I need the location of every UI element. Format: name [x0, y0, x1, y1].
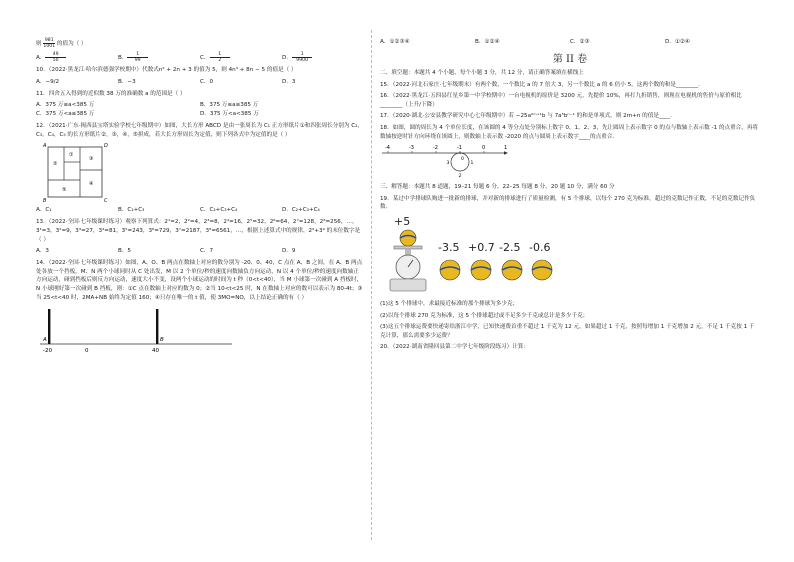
- volleyball-icon: [471, 260, 491, 280]
- q9-option-d-num: 1: [292, 52, 313, 58]
- q12-rectangle-figure: [40, 142, 140, 204]
- scale-pan-icon: [394, 246, 422, 249]
- q19-values-row: [438, 241, 559, 254]
- q18-tick-label-0: 0: [482, 145, 486, 152]
- q14-option-a[interactable]: A．①②③④: [380, 39, 410, 45]
- q18-circle-point-0: [459, 152, 461, 154]
- q9-option-a-prefix: A．: [36, 55, 46, 61]
- q14-stem: 14．（2022·全国·七年级课时练习）如图，A、O、B 两点在数轴上对应的数分别为 -20、0、40，C 点在 A、B 之间，在 A、B 两点处各放一个挡板，M、N 两个小球同时从 C 处出发，M 以 2 个单位/秒的速度向数轴负方向运动，N 以 4 个单位/秒的速度向数轴正方向运动，碰到挡板后则反方向运动，速度大小不变，设两个小球运动的时间为 t 秒（0<t<40），当 M 小球第一次碰到 A 挡板时，N 小球刚好第一次碰到 B 挡板，则：①C 点在数轴上对应的数为 0；②当 10<t<25 时，N 在数轴上对应的数可以表示为 80-4t；③当 25<t<40 时，2MA+NB 始终为定值 160；④只存在唯一的 t 值，使 3MO=NO，以上结论正确的有（ ）: [36, 260, 363, 301]
- q19-figure: [380, 215, 760, 297]
- q18-tick-label-m1: -1: [457, 145, 462, 152]
- q9-option-c-num: 1: [210, 52, 231, 58]
- q18-tick-label-m3: -3: [409, 145, 414, 152]
- q11-option-a[interactable]: A．375 万≤a<385 万: [36, 102, 95, 109]
- q19-top-value: +5: [394, 214, 411, 228]
- volleyball-icon: [502, 260, 522, 280]
- q9-option-b-prefix: B．: [118, 55, 128, 61]
- solve-heading: 三、解答题：本题共 8 道题，19–21 每题 6 分，22–25 每题 8 分，20 题 10 分，满分 60 分: [380, 184, 615, 191]
- q12-option-b[interactable]: B．C₂+C₃: [118, 207, 145, 214]
- column-divider: [371, 30, 372, 540]
- q14-option-b[interactable]: B．①②④: [475, 39, 500, 45]
- q19-value-3: -2.5: [499, 240, 521, 254]
- q9-option-c[interactable]: [200, 52, 282, 63]
- q12-option-d[interactable]: D．C₂+C₃+C₄: [282, 207, 320, 214]
- q9-option-d[interactable]: [282, 52, 364, 63]
- right-column: [380, 38, 760, 355]
- q18-circle-num-3: 3: [446, 161, 450, 167]
- q12-outer-rect: [48, 147, 102, 197]
- q18-stem: 18．如图，圆的周长为 4 个单位长度，在该圆的 4 等分点处分别标上数字 0、1、2、3，先让圆周上表示数字 0 的点与数轴上表示数 -1 的点重合，再将数轴按逆时针方向环绕在该圆上，则数轴上表示数 -2020 的点与圆周上表示数字____的点重合．: [380, 124, 759, 140]
- q11-option-d[interactable]: D．375 万<a<385 万: [200, 111, 259, 118]
- q19-part-1: (1)这 5 个排球中，求最接近标准的那个排球为多少克；: [380, 300, 519, 307]
- q14-options: [380, 38, 760, 47]
- q13-stem: 13．（2022·全国·七年级课时练习）观察下列算式：2¹=2，2²=4，2³=8，2⁴=16，2⁵=32，2⁶=64，2⁷=128，2⁸=256，…，3¹=3，3²=9，3³=27，3⁴=81，3⁵=243，3⁶=729，3⁷=2187，3⁸=6561，…，根据上述算式中的规律，2⁹+3⁹ 的末位数字是（ ）: [36, 219, 361, 243]
- q9-option-c-frac: [210, 52, 231, 63]
- q9-frac-num: 981: [44, 38, 54, 43]
- q11-option-b[interactable]: B．375 万≤a≤385 万: [200, 102, 259, 109]
- q10-option-d[interactable]: D．3: [282, 78, 296, 85]
- q16-stem: 16．（2022·黑龙江·五四县红星乡第一中学校期中）一台电视机的原价是 3200 元，先提价 10%，再打九折销售，则现在电视机的售价与原价相比________（上升/下降）: [380, 93, 742, 108]
- q14-value-b: 40: [152, 348, 159, 355]
- q19-stem: 19．某过中学排球队购进一批新的排球，并对新的排球进行了质量检测，有 5 个排球，以每个 270 克为标准，超过的克数记作正数，不足的克数记作负数．: [380, 195, 756, 211]
- q9-lead: 则: [36, 41, 42, 47]
- q18-axis-arrow: [504, 151, 508, 155]
- q14-barrier-a: [48, 309, 50, 344]
- q9-option-a-num: 49: [45, 52, 66, 58]
- q13-option-a[interactable]: A．3: [36, 248, 49, 255]
- q12-piece-4: ④: [89, 181, 94, 188]
- q12-options: [36, 206, 364, 215]
- q19-value-2: +0.7: [468, 240, 495, 254]
- q19-part-2: (2)以每个排球 270 克为标准，这 5 个排球超过或不足多少千克或总计是多少千克；: [380, 312, 589, 319]
- q14-value-o: 0: [85, 348, 89, 355]
- q12-piece-1: ①: [69, 152, 74, 159]
- fill-in-heading: 二、填空题：本题共 4 个小题，每个小题 3 分，共 12 分，请正确答案填在横线上: [380, 70, 584, 76]
- q13-option-d[interactable]: D．9: [282, 248, 296, 255]
- q17-stem: 17．（2020·湖北·公安县教学研究中心七年级期中）若 −25a²ᵐ⁺¹b 与 7a⁵bⁿ⁻¹ 的和是单项式，则 2m+n 的值是____．: [380, 113, 676, 120]
- scale-base-icon: [390, 279, 426, 291]
- q9-tail: 的值为（ ）: [56, 41, 87, 47]
- q19-value-4: -0.6: [529, 240, 551, 254]
- q12-corner-a: A: [43, 143, 47, 150]
- q18-tick-label-1: 1: [504, 145, 508, 152]
- q12-piece-5: ⑤: [62, 187, 67, 194]
- q14-number-line: [36, 305, 236, 355]
- q19-value-1: -3.5: [438, 240, 460, 254]
- q13-options: [36, 247, 364, 256]
- q18-number-line-figure: [380, 144, 510, 180]
- scale-neck-icon: [405, 249, 411, 255]
- left-column: [36, 38, 364, 355]
- q12-option-a[interactable]: A．C₁: [36, 207, 52, 214]
- q14-option-d[interactable]: D．①②④: [665, 39, 690, 45]
- q14-barrier-b: [156, 309, 158, 344]
- q20-stem: 20．（2022·湖南省隆回县第二中学七年级阶段练习）计算：: [380, 344, 529, 351]
- q9-stem: [36, 38, 364, 49]
- q9-frac-den: 1001: [43, 44, 56, 49]
- q18-circle-num-2: 2: [458, 174, 462, 180]
- q14-option-c[interactable]: C．②③: [570, 39, 590, 45]
- q14-value-a: -20: [43, 348, 52, 355]
- volleyball-icon: [532, 260, 552, 280]
- q14-label-a: A: [43, 337, 47, 344]
- q10-stem: 10．（2022·黑龙江·哈尔滨德强学校期中）代数式n² + 2n + 3 的值为 5，则 4n³ + 8n − 5 的值是（ ）: [36, 67, 297, 73]
- q12-option-c[interactable]: C．C₂+C₃+C₄: [200, 207, 238, 214]
- q9-option-c-den: 2: [218, 58, 222, 63]
- q9-option-d-prefix: D．: [282, 55, 292, 61]
- q9-options: [36, 52, 364, 63]
- q9-option-b-den: 99: [134, 58, 141, 63]
- q19-ball-row: [436, 257, 566, 283]
- q19-part-3: (3)这五个排球运费要快递寄给浙江中学，已知快递费首重不超过 1 千克为 12 元，如果超过 1 千克，按照每增加 1 千克增加 2 元，不足 1 千克按 1 千克计算，那么需要多少运费？: [380, 324, 755, 339]
- q18-circle-num-1: 1: [470, 161, 474, 167]
- q18-circle: [451, 153, 469, 171]
- q9-fraction: [43, 38, 55, 49]
- q18-tick-label-m4: -4: [385, 145, 390, 152]
- q9-option-d-den: 9900: [296, 58, 308, 63]
- q9-option-d-frac: [292, 52, 313, 63]
- q9-option-c-prefix: C．: [200, 55, 210, 61]
- q18-circle-num-0: 0: [461, 157, 464, 163]
- section-title: 第 II 卷: [552, 54, 588, 65]
- q10-options: [36, 78, 364, 87]
- q13-option-c[interactable]: C．7: [200, 248, 214, 255]
- q18-tick-label-m2: -2: [433, 145, 438, 152]
- volleyball-icon: [440, 260, 460, 280]
- q9-option-b[interactable]: [118, 52, 200, 63]
- q12-corner-d: D: [104, 143, 108, 150]
- volleyball-icon: [400, 230, 416, 246]
- q10-option-b[interactable]: B．−3: [118, 78, 136, 85]
- q12-corner-b: B: [43, 198, 47, 205]
- q9-option-a[interactable]: [36, 52, 118, 63]
- q12-corner-c: C: [104, 198, 108, 205]
- q12-piece-2: ②: [53, 161, 58, 168]
- q10-option-c[interactable]: C．0: [200, 78, 214, 85]
- q9-option-a-frac: [45, 52, 66, 63]
- q10-option-a[interactable]: A．−9/2: [36, 78, 60, 85]
- q12-stem: 12．（2021·广东·揭西县宝塔实验学校七年级期中）如图，大长方形 ABCD 是由一张周长为 C₁ 正方形纸片①和四张周长分别为 C₂，C₃，C₄，C₅ 的长方形纸片②，③，④，⑤拼成，若大长方形周长为定值，则下列各式中为定值的是（ ）: [36, 123, 363, 138]
- q11-stem: 11．四舍五入得到的近似数 38 万的准确数 a 的范围是（ ）: [36, 90, 186, 97]
- q14-label-b: B: [160, 337, 164, 344]
- q13-option-b[interactable]: B．5: [118, 248, 131, 255]
- q15-stem: 15．（2022·河北石家庄·七年级期末）有两个数，一个数比 a 的 7 倍大 3，另一个数比 a 的 6 倍小 5，这两个数的和是________．: [380, 81, 704, 88]
- q12-piece-3: ③: [89, 156, 94, 163]
- q9-option-b-num: 1: [127, 52, 148, 58]
- q9-option-b-frac: [127, 52, 148, 63]
- q11-option-c[interactable]: C．375 万<a≤385 万: [36, 111, 95, 118]
- q11-options: [36, 101, 364, 119]
- q9-option-a-den: 50: [52, 58, 59, 63]
